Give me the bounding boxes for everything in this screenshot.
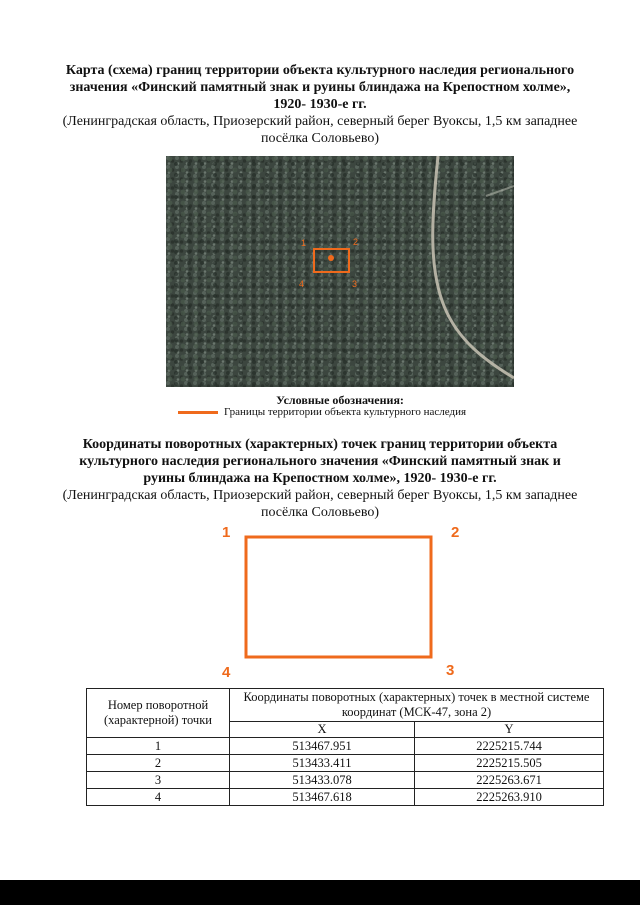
col-point-header: Номер поворотной (характерной) точки — [87, 689, 230, 738]
legend-row — [178, 406, 466, 418]
point-number: 2 — [87, 755, 230, 772]
table-row — [87, 789, 604, 806]
y-value: 2225263.910 — [415, 789, 604, 806]
x-value: 513433.411 — [230, 755, 415, 772]
y-value: 2225263.671 — [415, 772, 604, 789]
map-object-marker — [328, 255, 334, 261]
satellite-image — [166, 156, 514, 387]
coordinates-table — [86, 688, 604, 806]
col-coords-header: Координаты поворотных (характерных) точек в местной системе координат (МСК-47, зона 2) — [230, 689, 604, 722]
legend-title: Условные обозначения: — [276, 393, 404, 407]
map-title: Карта (схема) границ территории объекта культурного наследия регионального значения «Финский памятный знак и руины блиндажа на Крепостном холме», 1920- 1930-е гг. — [65, 63, 575, 112]
x-value: 513467.951 — [230, 738, 415, 755]
coords-title-block — [60, 436, 580, 521]
table-row — [87, 738, 604, 755]
map-point-3: 3 — [352, 279, 358, 289]
coords-subtitle: (Ленинградская область, Приозерский район, северный берег Вуоксы, 1,5 км западнее посёлка Соловьево) — [62, 488, 578, 520]
point-number: 1 — [87, 738, 230, 755]
map-subtitle: (Ленинградская область, Приозерский район, северный берег Вуоксы, 1,5 км западнее посёлка Соловьево) — [62, 114, 578, 146]
x-header: X — [230, 722, 415, 738]
point-number: 4 — [87, 789, 230, 806]
map-point-2: 2 — [353, 237, 359, 247]
y-value: 2225215.744 — [415, 738, 604, 755]
scan-edge — [0, 880, 640, 905]
scheme-point-4: 4 — [222, 664, 231, 681]
map-point-1: 1 — [301, 238, 307, 248]
x-value: 513433.078 — [230, 772, 415, 789]
y-header: Y — [415, 722, 604, 738]
table-row — [87, 772, 604, 789]
table-row — [87, 755, 604, 772]
boundary-line-icon — [178, 411, 218, 414]
point-number: 3 — [87, 772, 230, 789]
scheme-point-1: 1 — [222, 524, 231, 541]
scheme-point-3: 3 — [446, 662, 455, 679]
coords-title: Координаты поворотных (характерных) точек границ территории объекта культурного наследия регионального значения «Финский памятный знак и руины блиндажа на Крепостном холме», 1920- 1930-е гг. — [79, 437, 561, 486]
scheme-point-2: 2 — [451, 524, 460, 541]
scheme-boundary-rect — [246, 537, 431, 657]
x-value: 513467.618 — [230, 789, 415, 806]
map-title-block — [60, 62, 580, 147]
satellite-map — [166, 156, 514, 387]
map-point-4: 4 — [299, 279, 305, 289]
y-value: 2225215.505 — [415, 755, 604, 772]
legend-label: Границы территории объекта культурного наследия — [224, 406, 467, 418]
